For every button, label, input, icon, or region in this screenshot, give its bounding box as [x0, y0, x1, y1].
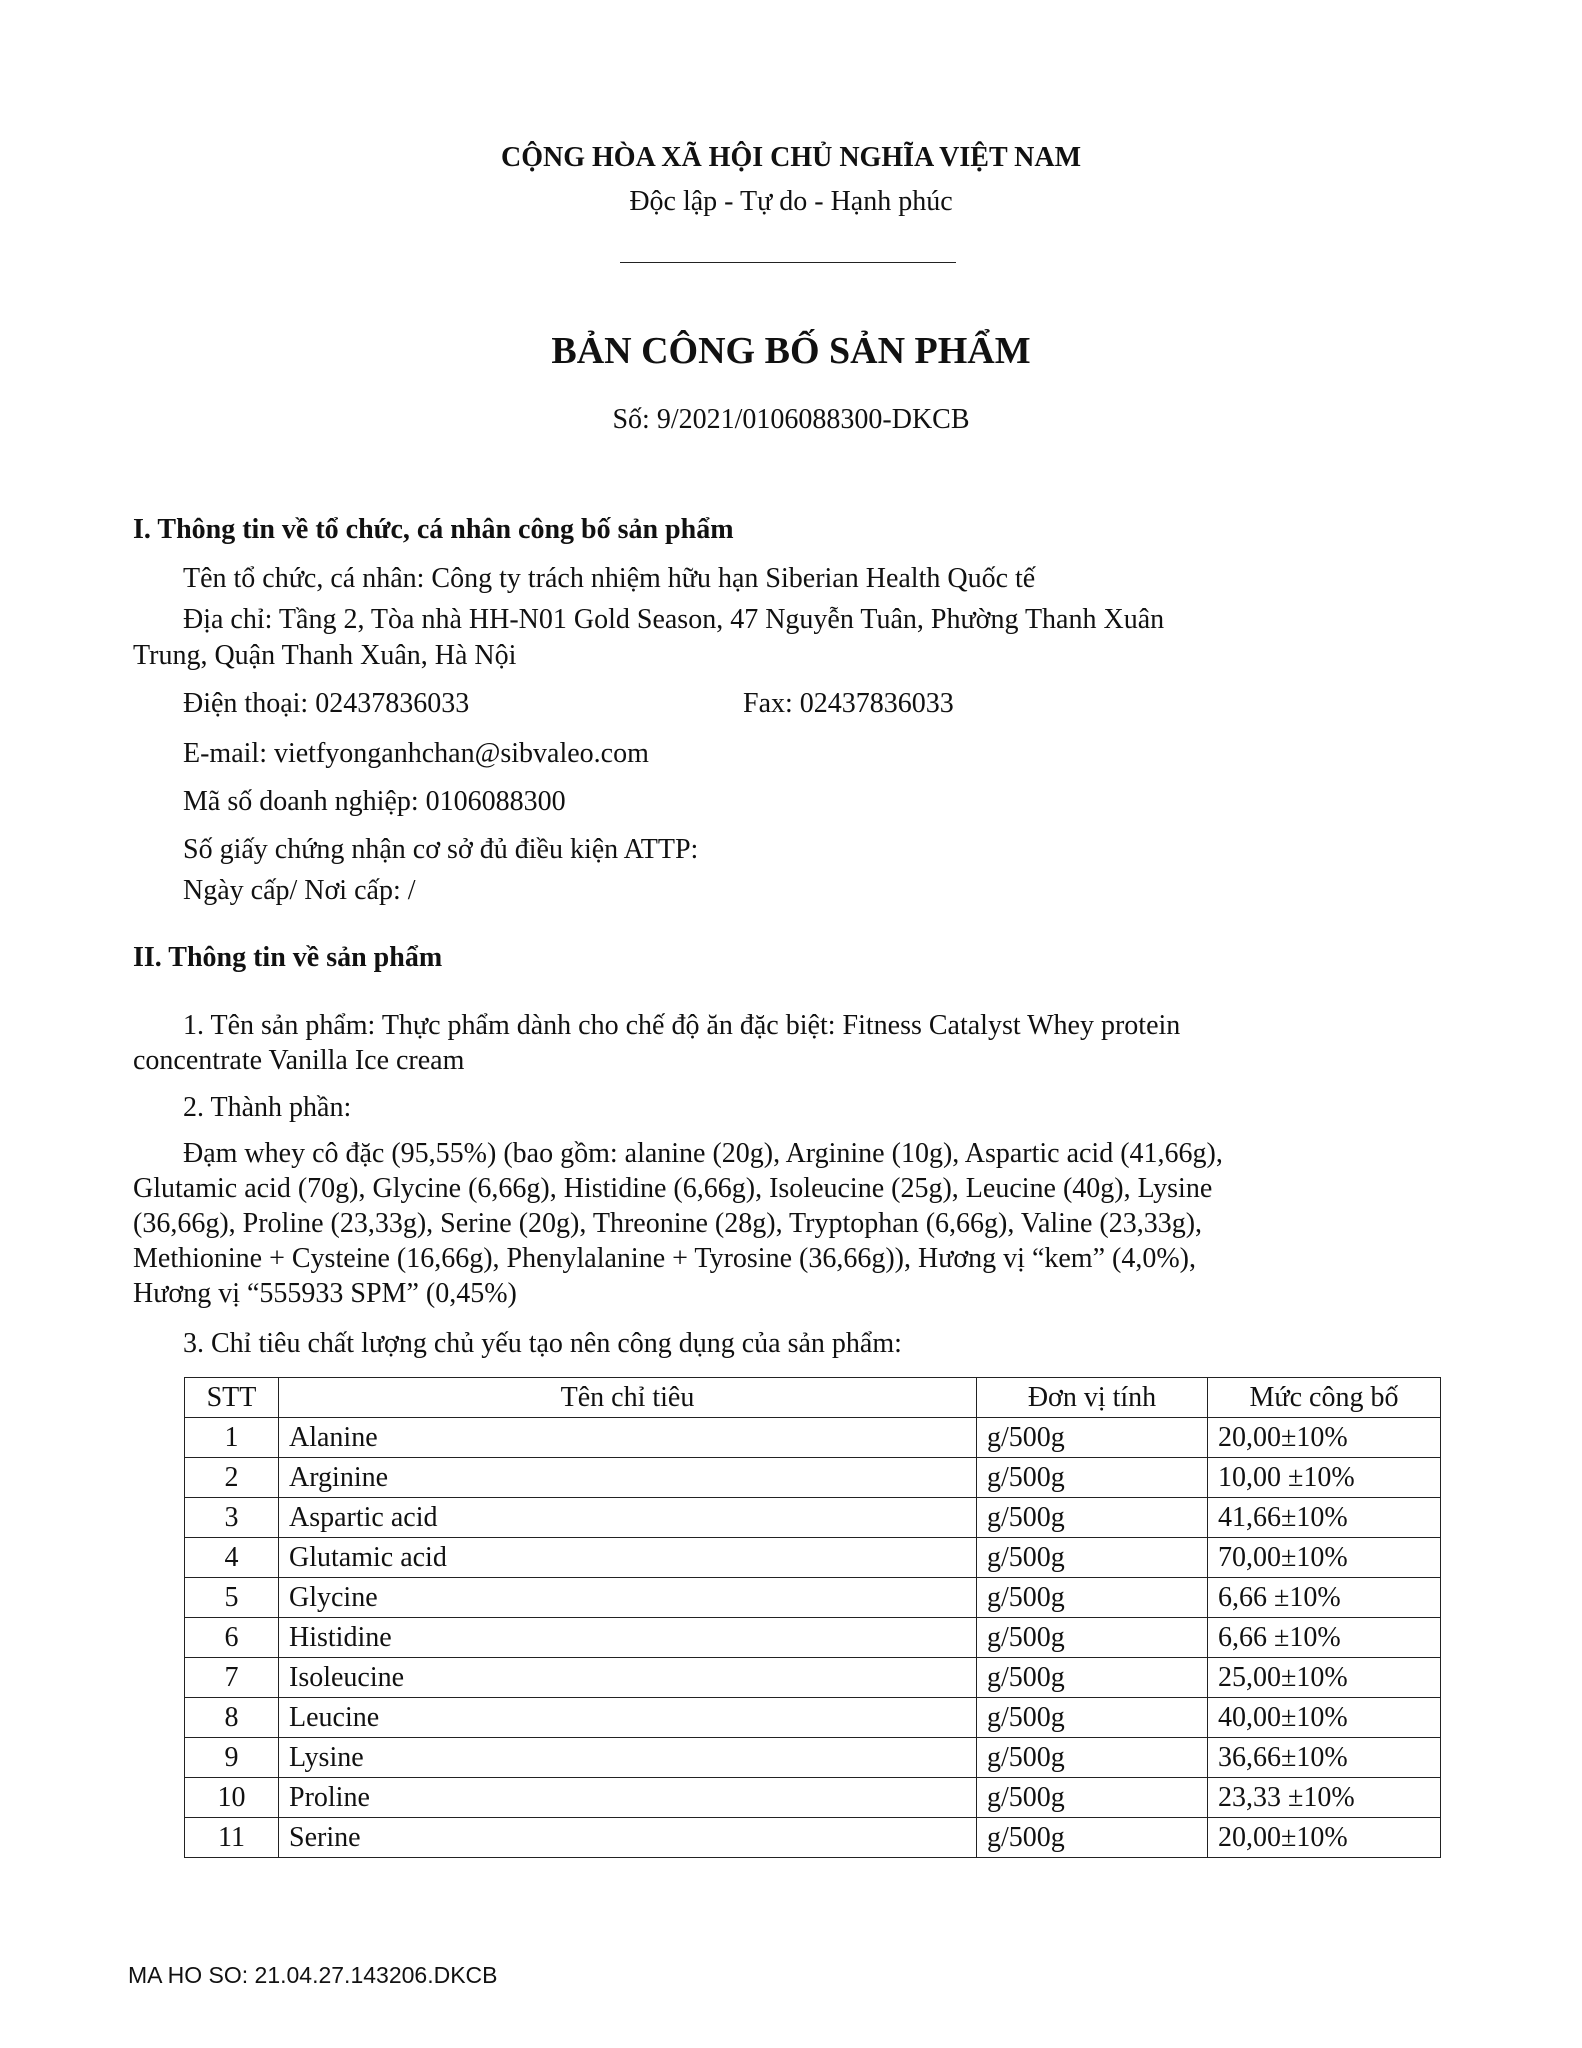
email: E-mail: vietfyonganhchan@sibvaleo.com	[183, 738, 649, 769]
column-header-stt: STT	[185, 1378, 279, 1418]
phone: Điện thoại: 02437836033	[183, 688, 470, 719]
table-row	[185, 1778, 1441, 1818]
table-row	[185, 1698, 1441, 1738]
cell-value: 41,66±10%	[1208, 1498, 1441, 1538]
cell-name: Glutamic acid	[279, 1538, 977, 1578]
column-header-name: Tên chỉ tiêu	[279, 1378, 977, 1418]
cell-name: Isoleucine	[279, 1658, 977, 1698]
product-name-line2: concentrate Vanilla Ice cream	[133, 1045, 465, 1076]
cell-value: 36,66±10%	[1208, 1738, 1441, 1778]
ingredients-line: (36,66g), Proline (23,33g), Serine (20g), Threonine (28g), Tryptophan (6,66g), Valine (23,33g),	[133, 1208, 1203, 1239]
cell-stt: 3	[185, 1498, 279, 1538]
address-line2: Trung, Quận Thanh Xuân, Hà Nội	[133, 640, 517, 671]
nation-heading: CỘNG HÒA XÃ HỘI CHỦ NGHĨA VIỆT NAM	[500, 142, 1082, 173]
cell-name: Leucine	[279, 1698, 977, 1738]
cell-stt: 1	[185, 1418, 279, 1458]
address-line1: Địa chỉ: Tầng 2, Tòa nhà HH-N01 Gold Season, 47 Nguyễn Tuân, Phường Thanh Xuân	[183, 604, 1165, 635]
cell-stt: 6	[185, 1618, 279, 1658]
cell-unit: g/500g	[977, 1698, 1208, 1738]
cell-value: 70,00±10%	[1208, 1538, 1441, 1578]
cell-name: Proline	[279, 1778, 977, 1818]
cell-unit: g/500g	[977, 1818, 1208, 1858]
cell-value: 10,00 ±10%	[1208, 1458, 1441, 1498]
cell-value: 23,33 ±10%	[1208, 1778, 1441, 1818]
header-divider	[620, 262, 956, 263]
table-row	[185, 1658, 1441, 1698]
document-title: BẢN CÔNG BỐ SẢN PHẨM	[551, 330, 1031, 372]
ingredients-heading: 2. Thành phần:	[183, 1092, 352, 1123]
cell-stt: 9	[185, 1738, 279, 1778]
cell-value: 20,00±10%	[1208, 1818, 1441, 1858]
table-row	[185, 1498, 1441, 1538]
fax: Fax: 02437836033	[743, 688, 954, 719]
cell-stt: 10	[185, 1778, 279, 1818]
cell-unit: g/500g	[977, 1738, 1208, 1778]
cell-unit: g/500g	[977, 1538, 1208, 1578]
quality-table	[184, 1377, 1441, 1858]
cell-unit: g/500g	[977, 1458, 1208, 1498]
cell-value: 6,66 ±10%	[1208, 1618, 1441, 1658]
ingredients-line: Methionine + Cysteine (16,66g), Phenylalanine + Tyrosine (36,66g)), Hương vị “kem” (4,0%),	[133, 1243, 1196, 1274]
table-row	[185, 1578, 1441, 1618]
section1-heading: I. Thông tin về tổ chức, cá nhân công bố sản phẩm	[133, 514, 734, 545]
ingredients-line: Đạm whey cô đặc (95,55%) (bao gồm: alanine (20g), Arginine (10g), Aspartic acid (41,66g),	[183, 1138, 1223, 1169]
table-row	[185, 1738, 1441, 1778]
cell-stt: 7	[185, 1658, 279, 1698]
cell-unit: g/500g	[977, 1418, 1208, 1458]
quality-heading: 3. Chỉ tiêu chất lượng chủ yếu tạo nên công dụng của sản phẩm:	[183, 1328, 902, 1359]
food-safety-certificate: Số giấy chứng nhận cơ sở đủ điều kiện ATTP:	[183, 834, 699, 865]
cell-stt: 11	[185, 1818, 279, 1858]
cell-value: 20,00±10%	[1208, 1418, 1441, 1458]
column-header-unit: Đơn vị tính	[977, 1378, 1208, 1418]
table-row	[185, 1418, 1441, 1458]
cell-stt: 4	[185, 1538, 279, 1578]
cell-unit: g/500g	[977, 1658, 1208, 1698]
cell-stt: 5	[185, 1578, 279, 1618]
cell-name: Alanine	[279, 1418, 977, 1458]
cell-value: 40,00±10%	[1208, 1698, 1441, 1738]
document-number: Số: 9/2021/0106088300-DKCB	[612, 404, 970, 435]
cell-name: Arginine	[279, 1458, 977, 1498]
product-name-line1: 1. Tên sản phẩm: Thực phẩm dành cho chế độ ăn đặc biệt: Fitness Catalyst Whey protein	[183, 1010, 1181, 1041]
table-header-row	[185, 1378, 1441, 1418]
cell-name: Histidine	[279, 1618, 977, 1658]
ingredients-line: Hương vị “555933 SPM” (0,45%)	[133, 1278, 517, 1309]
issue-date-place: Ngày cấp/ Nơi cấp: /	[183, 875, 416, 906]
tax-code: Mã số doanh nghiệp: 0106088300	[183, 786, 566, 817]
cell-stt: 8	[185, 1698, 279, 1738]
table-row	[185, 1618, 1441, 1658]
cell-name: Serine	[279, 1818, 977, 1858]
cell-value: 6,66 ±10%	[1208, 1578, 1441, 1618]
cell-unit: g/500g	[977, 1618, 1208, 1658]
cell-unit: g/500g	[977, 1498, 1208, 1538]
table-row	[185, 1458, 1441, 1498]
ingredients-line: Glutamic acid (70g), Glycine (6,66g), Histidine (6,66g), Isoleucine (25g), Leucine (40g), Lysine	[133, 1173, 1213, 1204]
cell-stt: 2	[185, 1458, 279, 1498]
cell-unit: g/500g	[977, 1578, 1208, 1618]
cell-name: Lysine	[279, 1738, 977, 1778]
table-row	[185, 1818, 1441, 1858]
column-header-value: Mức công bố	[1208, 1378, 1441, 1418]
section2-heading: II. Thông tin về sản phẩm	[133, 942, 443, 973]
cell-name: Aspartic acid	[279, 1498, 977, 1538]
cell-name: Glycine	[279, 1578, 977, 1618]
cell-unit: g/500g	[977, 1778, 1208, 1818]
org-name: Tên tổ chức, cá nhân: Công ty trách nhiệm hữu hạn Siberian Health Quốc tế	[183, 563, 1036, 594]
cell-value: 25,00±10%	[1208, 1658, 1441, 1698]
file-code: MA HO SO: 21.04.27.143206.DKCB	[128, 1962, 498, 1988]
motto: Độc lập - Tự do - Hạnh phúc	[629, 186, 953, 217]
table-row	[185, 1538, 1441, 1578]
